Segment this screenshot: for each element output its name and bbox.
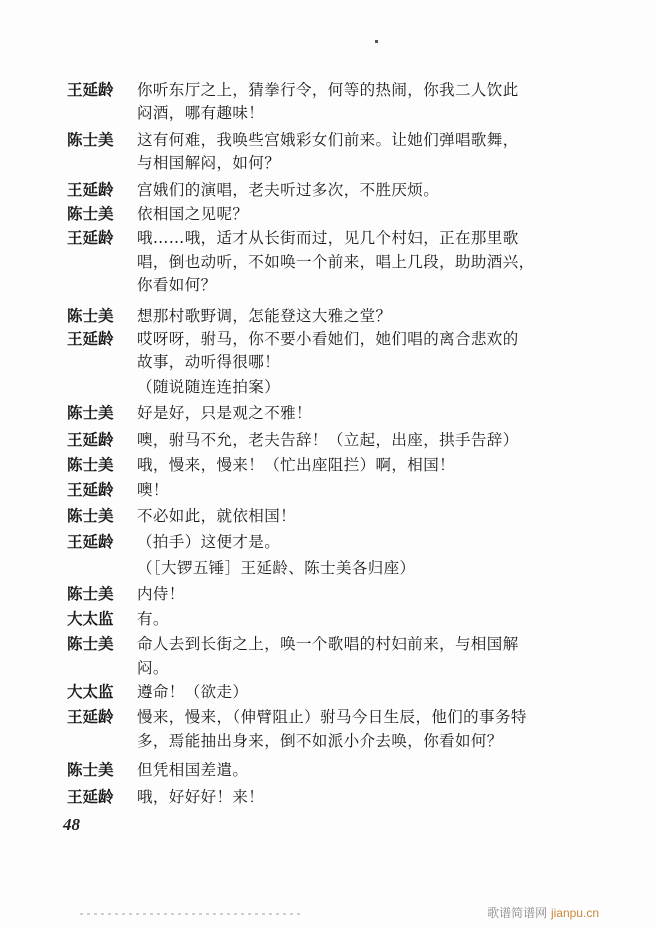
dialogue-row [0,202,655,226]
dialogue-text: 哦……哦，适才从长街而过，见几个村妇，正在那里歌 [137,229,519,247]
dialogue-text: 唱，倒也动听，不如唤一个前来，唱上几段，助助酒兴， [137,253,535,271]
dialogue-row [0,226,655,250]
dialogue-row [0,453,655,477]
dialogue-text: 有。 [137,610,169,628]
speaker-name: 王延龄 [67,532,114,551]
dialogue-row [0,273,655,297]
speaker-name: 陈士美 [67,306,114,325]
dialogue-row [0,401,655,425]
dialogue-row [0,785,655,809]
speaker-name: 陈士美 [67,130,114,149]
dialogue-text: 遵命！（欲走） [137,683,249,701]
dialogue-text: 哦，好好好！来！ [137,788,265,806]
speaker-name: 王延龄 [67,180,114,199]
dialogue-text: 依相国之见呢？ [137,205,249,223]
dialogue-row [0,632,655,656]
dialogue-row [0,350,655,374]
page-number: 48 [63,815,80,834]
dialogue-text: 想那村歌野调，怎能登这大雅之堂？ [137,307,392,325]
dialogue-row [0,128,655,152]
speaker-name: 陈士美 [67,634,114,653]
dialogue-row [0,729,655,753]
speaker-name: 陈士美 [67,506,114,525]
dialogue-row [0,705,655,729]
dialogue-text: 不必如此，就依相国！ [137,507,297,525]
dialogue-row [0,607,655,631]
dialogue-row [0,78,655,102]
dialogue-text: 好是好，只是观之不雅！ [137,404,312,422]
stage-direction: （随说随连连拍案） [137,378,281,396]
dialogue-text: （拍手）这便才是。 [137,533,281,551]
dialogue-row [0,556,655,580]
dialogue-text: 宫娥们的演唱，老夫听过多次，不胜厌烦。 [137,181,440,199]
dialogue-row [0,656,655,680]
speaker-name: 王延龄 [67,228,114,247]
dialogue-text: 慢来，慢来，（伸臂阻止）驸马今日生辰，他们的事务特 [137,708,527,726]
dialogue-text: 噢！ [137,481,169,499]
dialogue-row [0,304,655,328]
speaker-name: 陈士美 [67,760,114,779]
dialogue-row [0,375,655,399]
dialogue-row [0,582,655,606]
dialogue-row [0,250,655,274]
dialogue-row [0,758,655,782]
speaker-name: 王延龄 [67,787,114,806]
dialogue-text: 哎呀呀，驸马，你不要小看她们，她们唱的离合悲欢的 [137,330,519,348]
speaker-name: 王延龄 [67,707,114,726]
dialogue-text: 你看如何？ [137,276,217,294]
speaker-name: 大太监 [67,609,114,628]
dialogue-text: 你听东厅之上，猜拳行令，何等的热闹，你我二人饮此 [137,81,519,99]
dialogue-text: 故事，动听得很哪！ [137,353,281,371]
dialogue-text: 内侍！ [137,585,185,603]
dialogue-row [0,327,655,351]
scan-dot-mark [375,40,378,43]
dialogue-row [0,428,655,452]
speaker-name: 陈士美 [67,204,114,223]
dialogue-text: 闷酒，哪有趣味！ [137,104,265,122]
dialogue-row [0,504,655,528]
dialogue-row [0,178,655,202]
speaker-name: 王延龄 [67,329,114,348]
dialogue-text: 闷。 [137,659,169,677]
speaker-name: 大太监 [67,682,114,701]
speaker-name: 陈士美 [67,403,114,422]
speaker-name: 陈士美 [67,455,114,474]
dialogue-text: 这有何难，我唤些宫娥彩女们前来。让她们弹唱歌舞， [137,131,519,149]
speaker-name: 王延龄 [67,430,114,449]
stage-direction: （［大锣五锤］王延龄、陈士美各归座） [137,559,416,577]
dialogue-text: 命人去到长街之上，唤一个歌唱的村妇前来，与相国解 [137,635,519,653]
scan-artifact-line [80,913,300,915]
dialogue-row [0,101,655,125]
dialogue-text: 多，焉能抽出身来，倒不如派小介去唤，你看如何？ [137,732,503,750]
dialogue-text: 哦，慢来，慢来！（忙出座阻拦）啊，相国！ [137,456,456,474]
dialogue-row [0,478,655,502]
watermark-latin: jianpu.cn [550,906,599,920]
dialogue-text: 与相国解闷，如何？ [137,154,281,172]
dialogue-text: 但凭相国差遣。 [137,761,249,779]
dialogue-row [0,680,655,704]
speaker-name: 陈士美 [67,584,114,603]
speaker-name: 王延龄 [67,480,114,499]
dialogue-row [0,151,655,175]
watermark-chinese: 歌谱简谱网 [487,906,548,920]
site-watermark [487,904,599,921]
dialogue-text: 噢，驸马不允，老夫告辞！（立起，出座，拱手告辞） [137,431,519,449]
speaker-name: 王延龄 [67,80,114,99]
dialogue-row [0,530,655,554]
